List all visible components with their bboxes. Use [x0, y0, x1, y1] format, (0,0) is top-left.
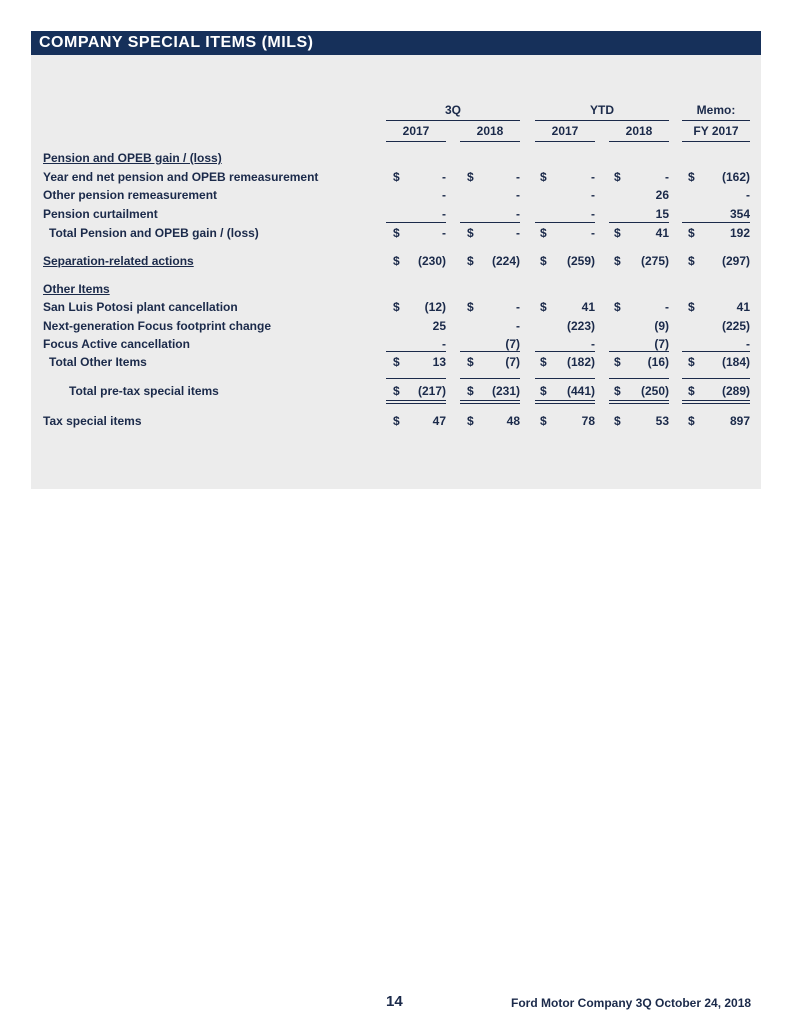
table-cell: (182) — [566, 355, 595, 369]
row-label: Total Pension and OPEB gain / (loss) — [49, 226, 259, 240]
double-rule — [609, 403, 669, 404]
header-rule-4 — [609, 141, 669, 142]
table-cell: 15 — [655, 207, 669, 221]
currency-symbol: $ — [540, 226, 547, 240]
table-row — [43, 206, 755, 222]
table-cell: - — [665, 300, 669, 314]
currency-symbol: $ — [467, 384, 474, 398]
currency-symbol: $ — [393, 170, 400, 184]
column-header-ytd-2018: 2018 — [625, 124, 653, 138]
currency-symbol: $ — [393, 414, 400, 428]
table-cell: (289) — [721, 384, 750, 398]
currency-symbol: $ — [393, 355, 400, 369]
table-cell: - — [591, 170, 595, 184]
row-label: Next-generation Focus footprint change — [43, 319, 272, 333]
table-cell: (230) — [417, 254, 446, 268]
subtotal-rule — [386, 222, 446, 223]
table-cell: (441) — [566, 384, 595, 398]
currency-symbol: $ — [467, 254, 474, 268]
table-cell: (7) — [505, 337, 520, 351]
currency-symbol: $ — [688, 170, 695, 184]
table-cell: - — [516, 170, 520, 184]
currency-symbol: $ — [540, 384, 547, 398]
currency-symbol: $ — [467, 414, 474, 428]
subtotal-rule — [386, 378, 446, 379]
table-cell: 41 — [655, 226, 669, 240]
table-cell: (217) — [417, 384, 446, 398]
footer-text: Ford Motor Company 3Q October 24, 2018 — [511, 996, 752, 1010]
table-row — [43, 169, 755, 185]
currency-symbol: $ — [540, 414, 547, 428]
column-header-ytd-2017: 2017 — [551, 124, 579, 138]
currency-symbol: $ — [540, 300, 547, 314]
header-rule-1 — [386, 141, 446, 142]
table-cell: - — [442, 207, 446, 221]
subtotal-rule — [609, 222, 669, 223]
currency-symbol: $ — [467, 170, 474, 184]
table-cell: (7) — [505, 355, 520, 369]
table-cell: - — [442, 170, 446, 184]
table-cell: (184) — [721, 355, 750, 369]
table-row — [43, 225, 755, 241]
table-cell: 25 — [432, 319, 446, 333]
table-cell: 26 — [655, 188, 669, 202]
table-cell: 41 — [581, 300, 595, 314]
table-cell: - — [591, 226, 595, 240]
table-cell: - — [516, 300, 520, 314]
table-cell: - — [516, 188, 520, 202]
table-row — [43, 318, 755, 334]
table-cell: (16) — [647, 355, 669, 369]
table-cell: 13 — [432, 355, 446, 369]
table-cell: 78 — [581, 414, 595, 428]
subtotal-rule — [386, 351, 446, 352]
group-rule-memo — [682, 120, 750, 121]
table-row — [43, 413, 755, 429]
table-cell: (224) — [491, 254, 520, 268]
table-cell: (259) — [566, 254, 595, 268]
currency-symbol: $ — [393, 300, 400, 314]
table-cell: - — [665, 170, 669, 184]
table-cell: - — [591, 207, 595, 221]
double-rule — [609, 400, 669, 401]
subtotal-rule — [609, 378, 669, 379]
subtotal-rule — [535, 378, 595, 379]
table-cell: 47 — [432, 414, 446, 428]
table-cell: - — [516, 207, 520, 221]
subtotal-rule — [682, 378, 750, 379]
table-cell: (9) — [654, 319, 669, 333]
table-cell: (223) — [566, 319, 595, 333]
table-cell: (225) — [721, 319, 750, 333]
currency-symbol: $ — [688, 355, 695, 369]
table-cell: - — [442, 337, 446, 351]
table-cell: 192 — [729, 226, 750, 240]
group-rule-3q — [386, 120, 520, 121]
table-row — [43, 336, 755, 352]
table-cell: - — [746, 337, 750, 351]
subtotal-rule — [682, 222, 750, 223]
row-label: Other Items — [43, 282, 110, 296]
table-cell: - — [591, 337, 595, 351]
row-label: Pension and OPEB gain / (loss) — [43, 151, 222, 165]
row-label: Tax special items — [43, 414, 142, 428]
table-cell: - — [442, 226, 446, 240]
group-header-3q: 3Q — [444, 103, 461, 117]
table-cell: - — [746, 188, 750, 202]
table-cell: (231) — [491, 384, 520, 398]
table-cell: (250) — [640, 384, 669, 398]
table-cell: (275) — [640, 254, 669, 268]
row-label: Other pension remeasurement — [43, 188, 218, 202]
double-rule — [386, 400, 446, 401]
currency-symbol: $ — [393, 254, 400, 268]
table-row — [43, 187, 755, 203]
double-rule — [460, 400, 520, 401]
table-row — [43, 299, 755, 315]
table-cell: (162) — [721, 170, 750, 184]
subtotal-rule — [460, 222, 520, 223]
subtotal-rule — [460, 351, 520, 352]
table-cell: 354 — [729, 207, 750, 221]
currency-symbol: $ — [688, 300, 695, 314]
currency-symbol: $ — [614, 170, 621, 184]
currency-symbol: $ — [540, 170, 547, 184]
currency-symbol: $ — [540, 355, 547, 369]
header-rule-3 — [535, 141, 595, 142]
subtotal-rule — [460, 378, 520, 379]
row-label: San Luis Potosi plant cancellation — [43, 300, 238, 314]
currency-symbol: $ — [614, 414, 621, 428]
row-label: Total pre-tax special items — [69, 384, 219, 398]
table-cell: 897 — [729, 414, 750, 428]
table-cell: (297) — [721, 254, 750, 268]
currency-symbol: $ — [467, 355, 474, 369]
double-rule — [386, 403, 446, 404]
currency-symbol: $ — [614, 254, 621, 268]
header-rule-2 — [460, 141, 520, 142]
subtotal-rule — [609, 351, 669, 352]
double-rule — [460, 403, 520, 404]
currency-symbol: $ — [688, 226, 695, 240]
table-cell: 41 — [736, 300, 750, 314]
page-title: COMPANY SPECIAL ITEMS (MILS) — [31, 31, 761, 55]
table-row — [43, 354, 755, 370]
subtotal-rule — [535, 222, 595, 223]
double-rule — [682, 400, 750, 401]
column-header-fy2017: FY 2017 — [693, 124, 739, 138]
table-cell: - — [591, 188, 595, 202]
table-row — [43, 253, 755, 269]
row-label: Pension curtailment — [43, 207, 158, 221]
column-header-3q-2018: 2018 — [476, 124, 504, 138]
table-cell: - — [442, 188, 446, 202]
table-cell: 48 — [506, 414, 520, 428]
table-row — [43, 383, 755, 399]
table-cell: (7) — [654, 337, 669, 351]
column-header-3q-2017: 2017 — [402, 124, 430, 138]
currency-symbol: $ — [614, 226, 621, 240]
currency-symbol: $ — [467, 226, 474, 240]
group-rule-ytd — [535, 120, 669, 121]
currency-symbol: $ — [688, 414, 695, 428]
currency-symbol: $ — [614, 300, 621, 314]
header-rule-5 — [682, 141, 750, 142]
currency-symbol: $ — [614, 355, 621, 369]
table-cell: - — [516, 319, 520, 333]
subtotal-rule — [535, 351, 595, 352]
row-label: Year end net pension and OPEB remeasurement — [43, 170, 319, 184]
table-cell: - — [516, 226, 520, 240]
page-number: 14 — [386, 993, 403, 1010]
group-header-ytd: YTD — [590, 103, 614, 117]
group-header-memo: Memo: — [696, 103, 736, 117]
subtotal-rule — [682, 351, 750, 352]
currency-symbol: $ — [614, 384, 621, 398]
table-row — [43, 150, 755, 166]
currency-symbol: $ — [467, 300, 474, 314]
row-label: Total Other Items — [49, 355, 147, 369]
double-rule — [682, 403, 750, 404]
currency-symbol: $ — [393, 226, 400, 240]
table-row — [43, 281, 755, 297]
row-label: Focus Active cancellation — [43, 337, 190, 351]
currency-symbol: $ — [540, 254, 547, 268]
table-cell: (12) — [424, 300, 446, 314]
table-cell: 53 — [655, 414, 669, 428]
currency-symbol: $ — [688, 384, 695, 398]
double-rule — [535, 403, 595, 404]
double-rule — [535, 400, 595, 401]
row-label: Separation-related actions — [43, 254, 194, 268]
currency-symbol: $ — [393, 384, 400, 398]
currency-symbol: $ — [688, 254, 695, 268]
